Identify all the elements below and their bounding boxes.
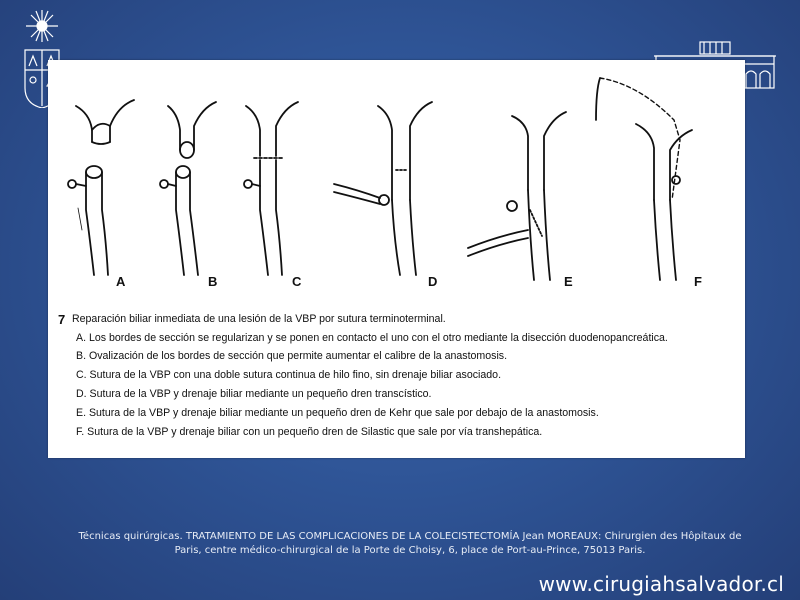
panel-a-drawing (68, 100, 134, 275)
panel-label-b: B (208, 274, 218, 289)
panel-label-f: F (694, 274, 702, 289)
figure-number: 7 (58, 312, 66, 327)
caption-item-f: F. Sutura de la VBP y drenaje biliar con un pequeño dren de Silastic que sale por vía transhepática. (76, 426, 543, 438)
panel-label-a: A (116, 274, 126, 289)
panel-f-drawing (596, 78, 692, 280)
caption-item-d: D. Sutura de la VBP y drenaje biliar mediante un pequeño dren transcístico. (76, 388, 432, 400)
panel-d-drawing (334, 102, 432, 275)
panel-label-e: E (564, 274, 573, 289)
panel-e-drawing (468, 112, 566, 280)
website-url: www.cirugiahsalvador.cl (538, 572, 784, 596)
panel-b-drawing (160, 102, 216, 275)
panel-label-d: D (428, 274, 438, 289)
panel-c-drawing (244, 102, 298, 275)
source-credit (40, 530, 780, 558)
panel-label-c: C (292, 274, 302, 289)
figure-caption-title: Reparación biliar inmediata de una lesión de la VBP por sutura terminoterminal. (72, 313, 446, 325)
credit-line-1: Técnicas quirúrgicas. TRATAMIENTO DE LAS COMPLICACIONES DE LA COLECISTECTOMÍA Jean MOREAUX: Chirurgien des Hôpitaux de (78, 531, 742, 542)
caption-item-b: B. Ovalización de los bordes de sección que permite aumentar el calibre de la anastomosis. (76, 350, 508, 362)
caption-item-a: A. Los bordes de sección se regularizan y se ponen en contacto el uno con el otro mediante la disección duodenopancreática. (76, 332, 668, 344)
caption-item-c: C. Sutura de la VBP con una doble sutura continua de hilo fino, sin drenaje biliar asociado. (76, 369, 502, 381)
figure-panel (48, 60, 745, 458)
credit-line-2: Paris, centre médico-chirurgical de la Porte de Choisy, 6, place de Port-au-Prince, 75013 Paris. (174, 545, 646, 556)
caption-item-e: E. Sutura de la VBP y drenaje biliar mediante un pequeño dren de Kehr que sale por debajo de la anastomosis. (76, 407, 599, 419)
